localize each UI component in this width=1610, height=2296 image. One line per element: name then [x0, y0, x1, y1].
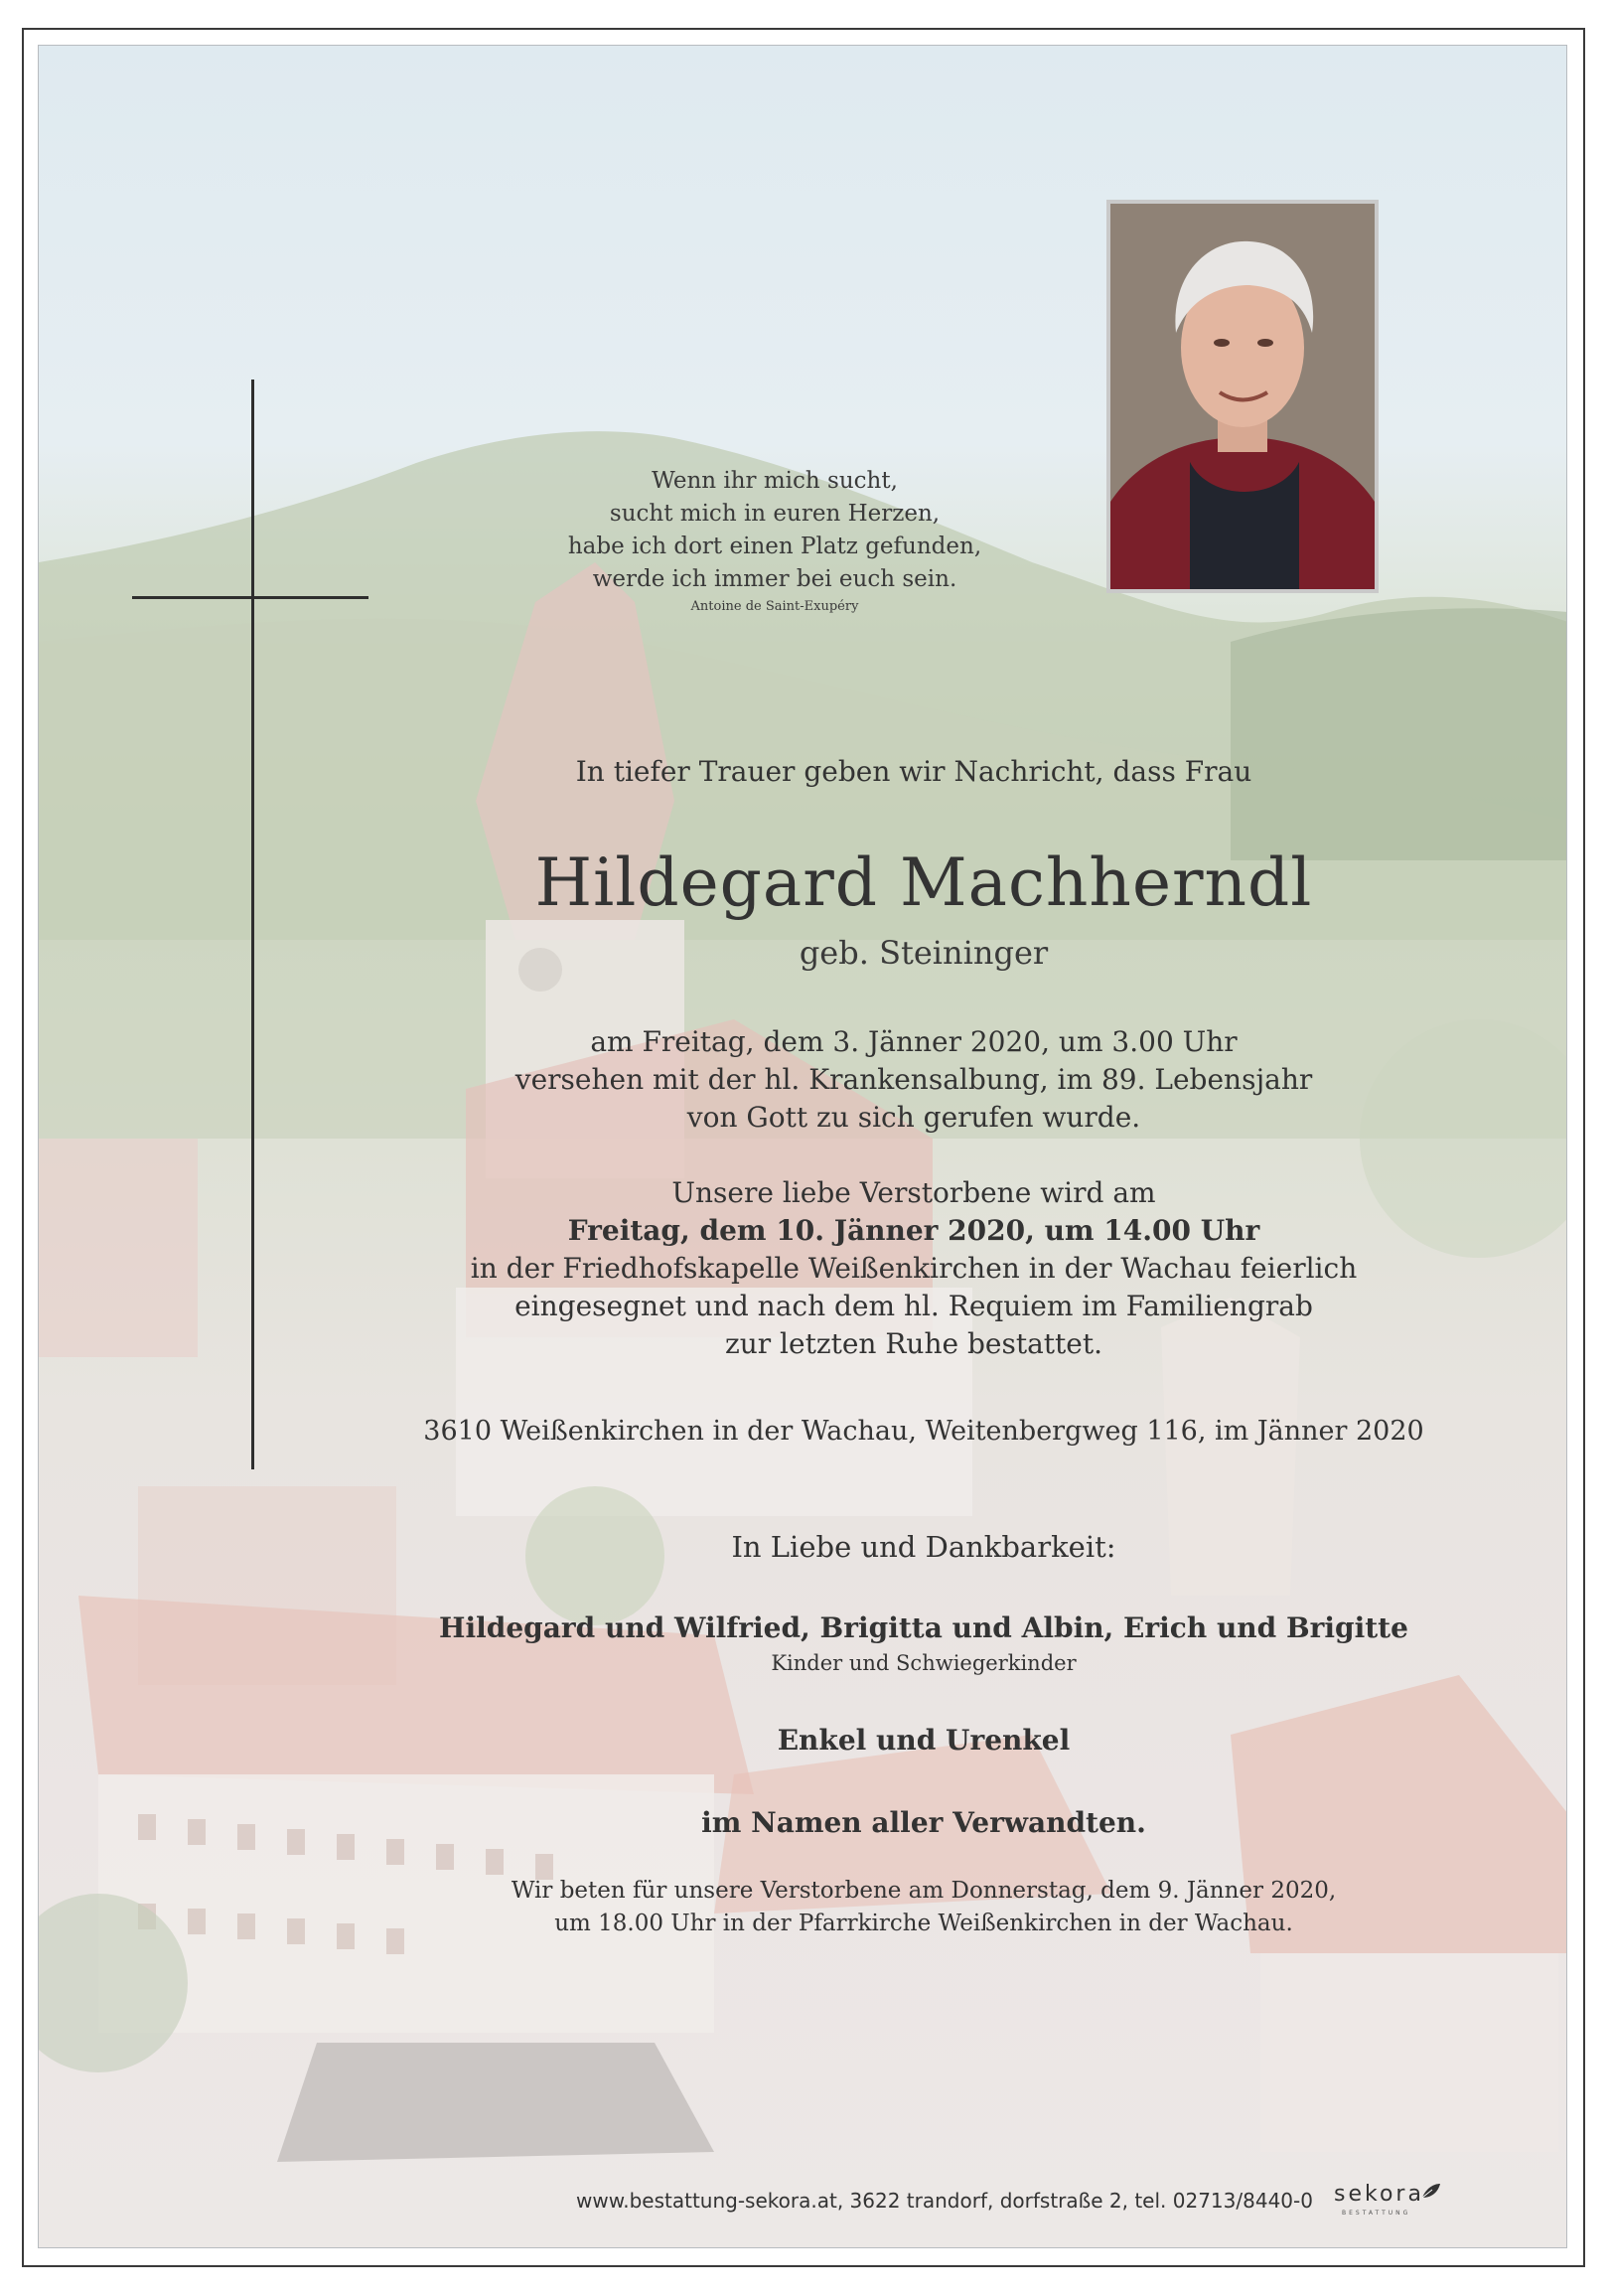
death-notice-line: von Gott zu sich gerufen wurde. — [686, 1101, 1141, 1134]
logo-text: sekora — [1334, 2182, 1424, 2207]
relatives: im Namen aller Verwandten. — [701, 1806, 1146, 1839]
birth-name: geb. Steininger — [799, 934, 1049, 972]
death-notice — [397, 1023, 1430, 1137]
place-and-date: 3610 Weißenkirchen in der Wachau, Weitenbergweg 116, im Jänner 2020 — [423, 1416, 1424, 1447]
mourners-heading: In Liebe und Dankbarkeit: — [731, 1530, 1116, 1564]
deceased-name: Hildegard Machherndl — [534, 844, 1313, 921]
funeral-home-logo — [1334, 2182, 1443, 2225]
death-notice-line: versehen mit der hl. Krankensalbung, im 89. Lebensjahr — [514, 1063, 1313, 1096]
death-notice-line: am Freitag, dem 3. Jänner 2020, um 3.00 Uhr — [590, 1025, 1238, 1058]
funeral-line: zur letzten Ruhe bestattet. — [724, 1327, 1102, 1360]
prayer-notice — [377, 1875, 1470, 1940]
grandchildren: Enkel und Urenkel — [777, 1724, 1071, 1757]
funeral-line: in der Friedhofskapelle Weißenkirchen in der Wachau feierlich — [470, 1252, 1358, 1285]
funeral-home-contact: www.bestattung-sekora.at, 3622 trandorf, dorfstraße 2, tel. 02713/8440-0 — [576, 2189, 1313, 2213]
poem-line: habe ich dort einen Platz gefunden, — [567, 534, 982, 559]
memorial-cross-vertical — [251, 380, 254, 1469]
poem-line: sucht mich in euren Herzen, — [609, 501, 941, 527]
prayer-line: um 18.00 Uhr in der Pfarrkirche Weißenkirchen in der Wachau. — [554, 1911, 1293, 1936]
logo-subtitle: BESTATTUNG — [1342, 2210, 1411, 2217]
funeral-date: Freitag, dem 10. Jänner 2020, um 14.00 Uhr — [567, 1214, 1260, 1247]
poem-author: Antoine de Saint-Exupéry — [690, 599, 859, 614]
leaf-icon — [1420, 2182, 1442, 2202]
funeral-notice — [397, 1174, 1430, 1363]
poem — [397, 465, 1152, 618]
prayer-line: Wir beten für unsere Verstorbene am Donnerstag, dem 9. Jänner 2020, — [511, 1878, 1337, 1904]
funeral-line: eingesegnet und nach dem hl. Requiem im Familiengrab — [514, 1290, 1313, 1322]
funeral-intro: Unsere liebe Verstorbene wird am — [671, 1176, 1156, 1209]
announcement: In tiefer Trauer geben wir Nachricht, dass Frau — [575, 755, 1252, 788]
poem-line: Wenn ihr mich sucht, — [652, 468, 898, 494]
children-label: Kinder und Schwiegerkinder — [771, 1651, 1077, 1675]
memorial-cross-horizontal — [132, 596, 368, 599]
poem-line: werde ich immer bei euch sein. — [592, 566, 957, 592]
children-names: Hildegard und Wilfried, Brigitta und Albin, Erich und Brigitte — [439, 1611, 1408, 1644]
